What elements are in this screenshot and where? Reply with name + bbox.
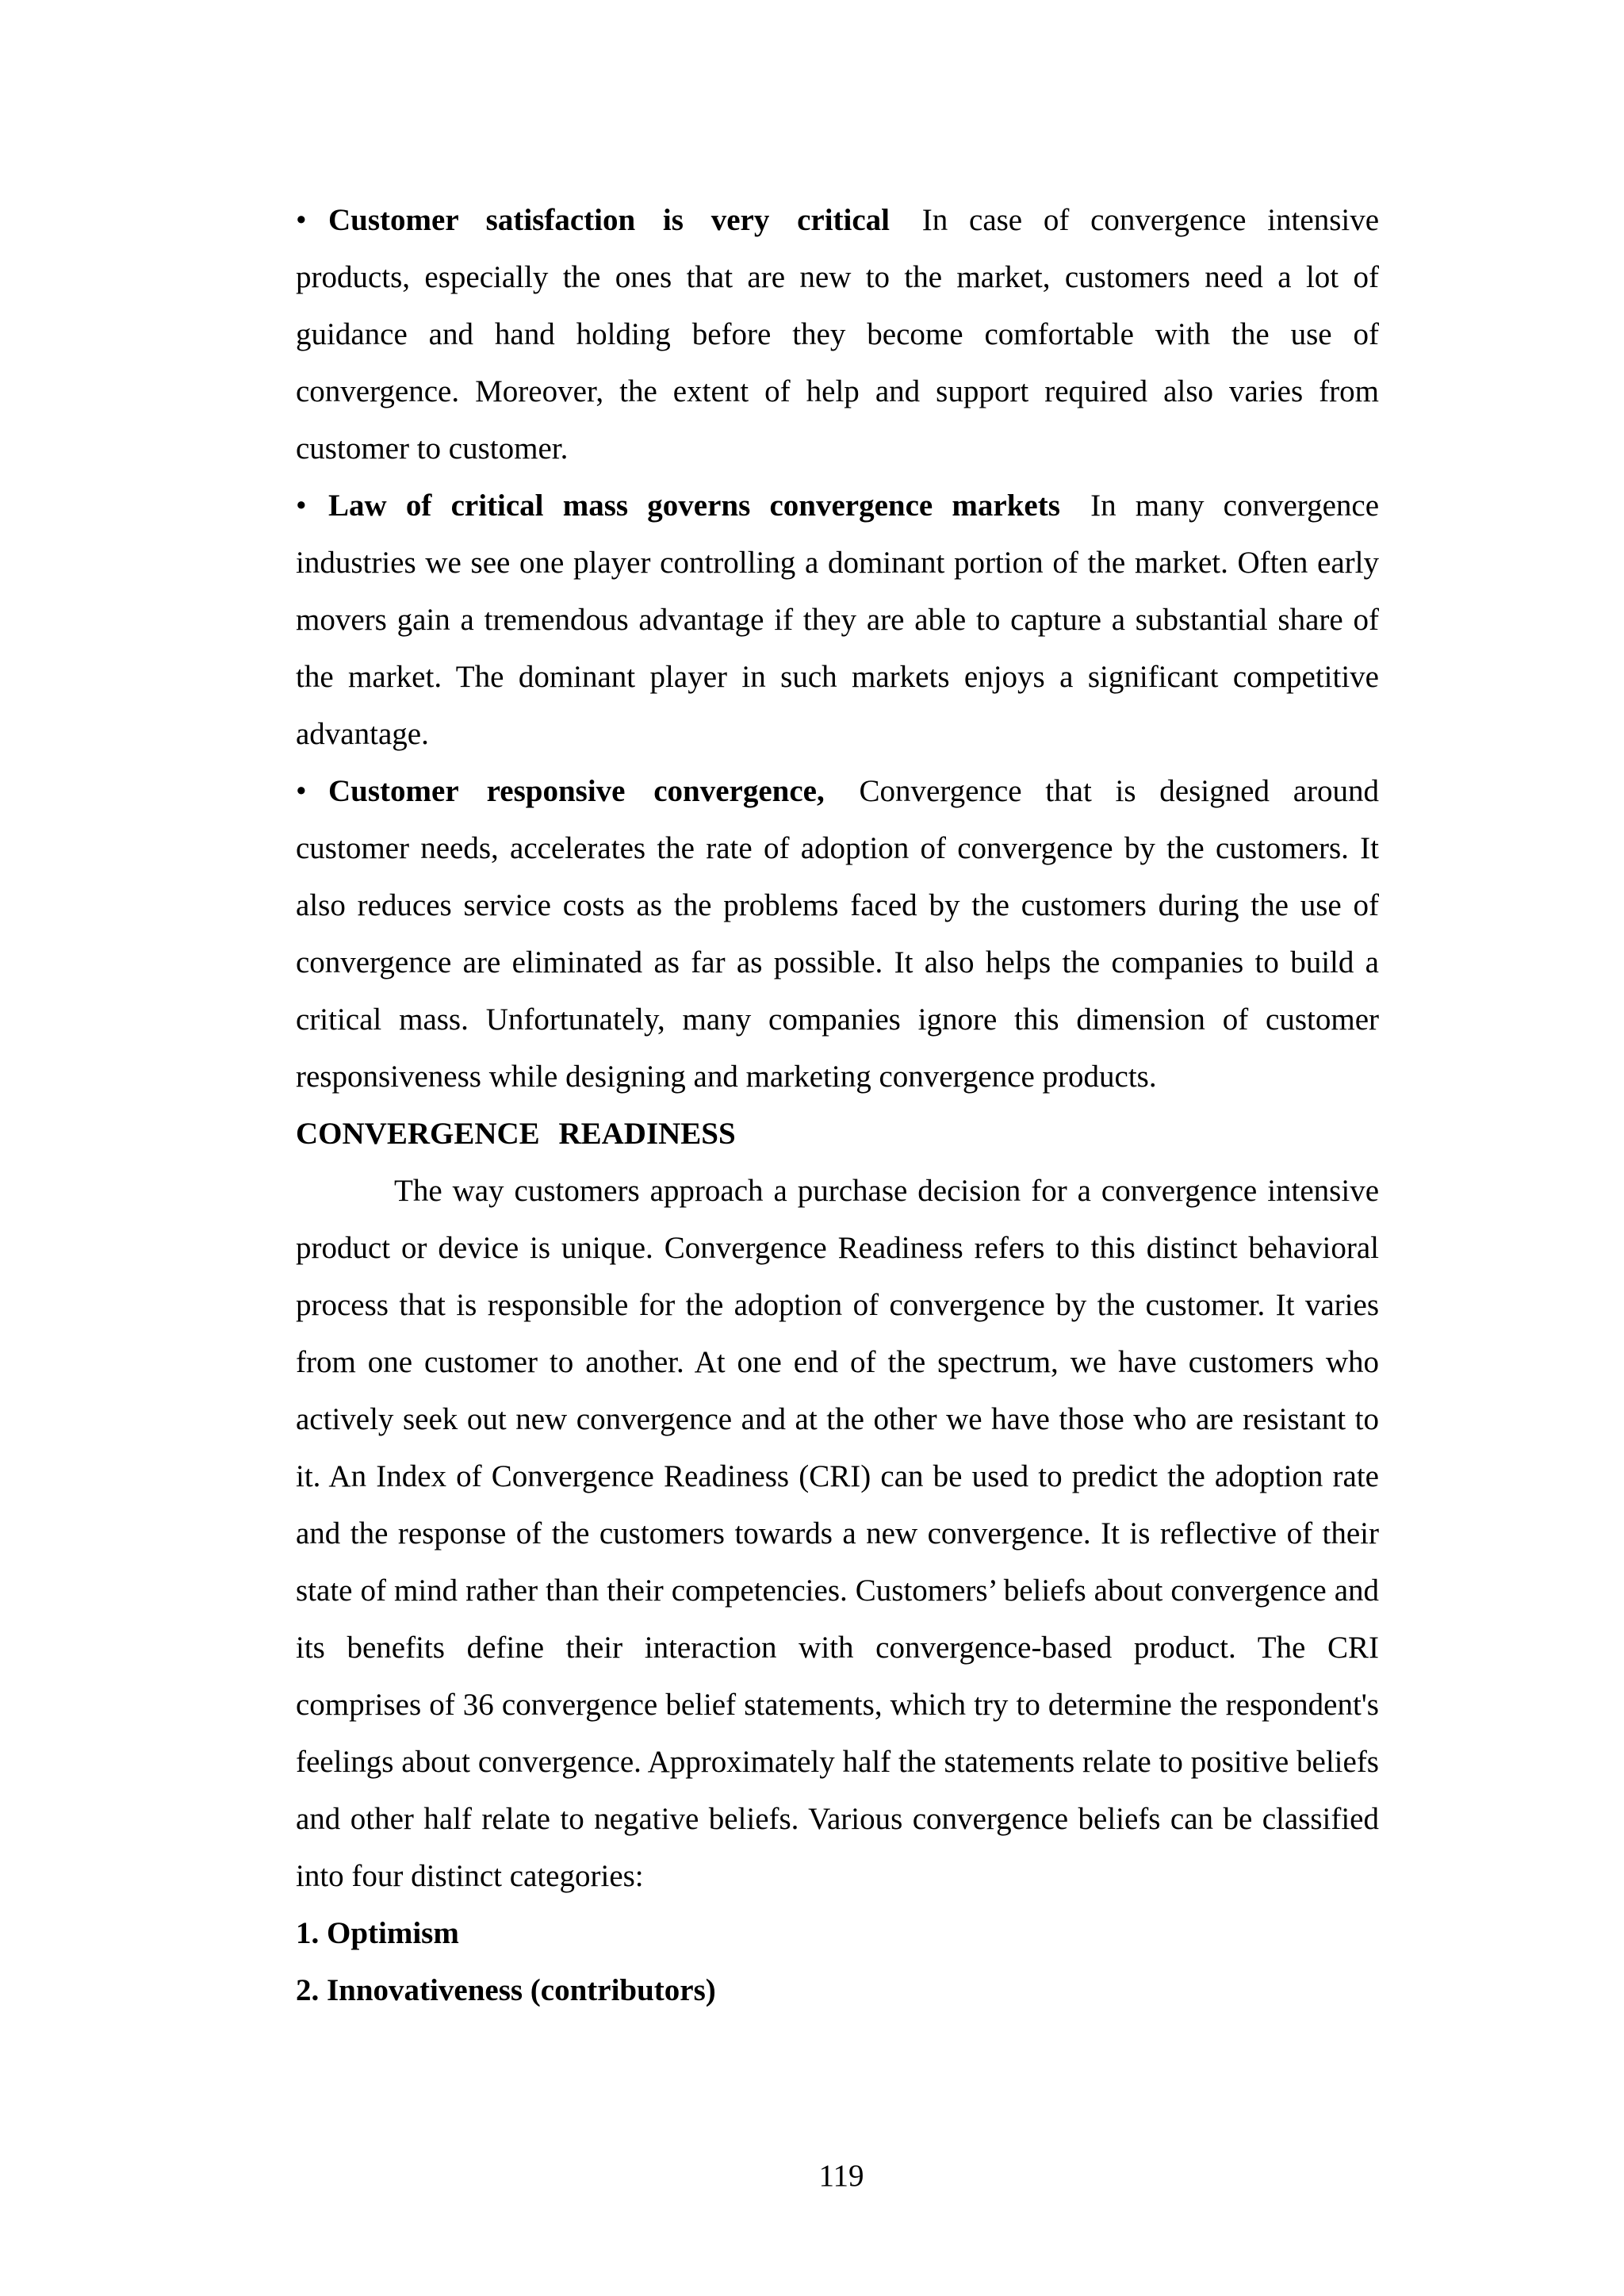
bullet-lead: Customer satisfaction is very critical <box>328 203 890 237</box>
bullet-item-customer-responsive <box>296 763 1379 1106</box>
bullet-icon: • <box>296 774 307 808</box>
section-heading: CONVERGENCE READINESS <box>296 1117 736 1151</box>
list-item-innovativeness: 2. Innovativeness (contributors) <box>296 1973 716 2007</box>
bullet-lead: Customer responsive convergence, <box>328 774 825 808</box>
bullet-text: In many convergence industries we see one player controlling a dominant portion of the market. Often early movers gain a tremendous advantage if they are able to capture a substantial share of the market. The dominant player in such markets enjoys a significant competitive advantage. <box>296 489 1379 751</box>
bullet-item-critical-mass <box>296 477 1379 763</box>
bullet-item-customer-satisfaction <box>296 192 1379 477</box>
page-body <box>296 192 1379 2019</box>
bullet-lead: Law of critical mass governs convergence markets <box>328 489 1060 523</box>
page-number: 119 <box>818 2159 864 2193</box>
bullet-icon: • <box>296 489 307 523</box>
bullet-text: In case of convergence intensive products, especially the ones that are new to the market, customers need a lot of guidance and hand holding before they become comfortable with the use of convergence. Moreover, the extent of help and support required also varies from customer to customer. <box>296 203 1380 466</box>
bullet-icon: • <box>296 203 307 237</box>
section-paragraph: The way customers approach a purchase decision for a convergence intensive product or device is unique. Convergence Readiness refers to this distinct behavioral process that is responsible for the adoption of convergence by the customer. It varies from one customer to another. At one end of the spectrum, we have customers who actively seek out new convergence and at the other we have those who are resistant to it. An Index of Convergence Readiness (CRI) can be used to predict the adoption rate and the response of the customers towards a new convergence. It is reflective of their state of mind rather than their competencies. Customers’ beliefs about convergence and its benefits define their interaction with convergence-based product. The CRI comprises of 36 convergence belief statements, which try to determine the respondent's feelings about convergence. Approximately half the statements relate to positive beliefs and other half relate to negative beliefs. Various convergence beliefs can be classified into four distinct categories: <box>296 1174 1379 1893</box>
bullet-text: Convergence that is designed around customer needs, accelerates the rate of adoption of convergence by the customers. It also reduces service costs as the problems faced by the customers during the use of convergence are eliminated as far as possible. It also helps the companies to build a critical mass. Unfortunately, many companies ignore this dimension of customer responsiveness while designing and marketing convergence products. <box>296 774 1379 1094</box>
list-item-optimism: 1. Optimism <box>296 1916 459 1950</box>
